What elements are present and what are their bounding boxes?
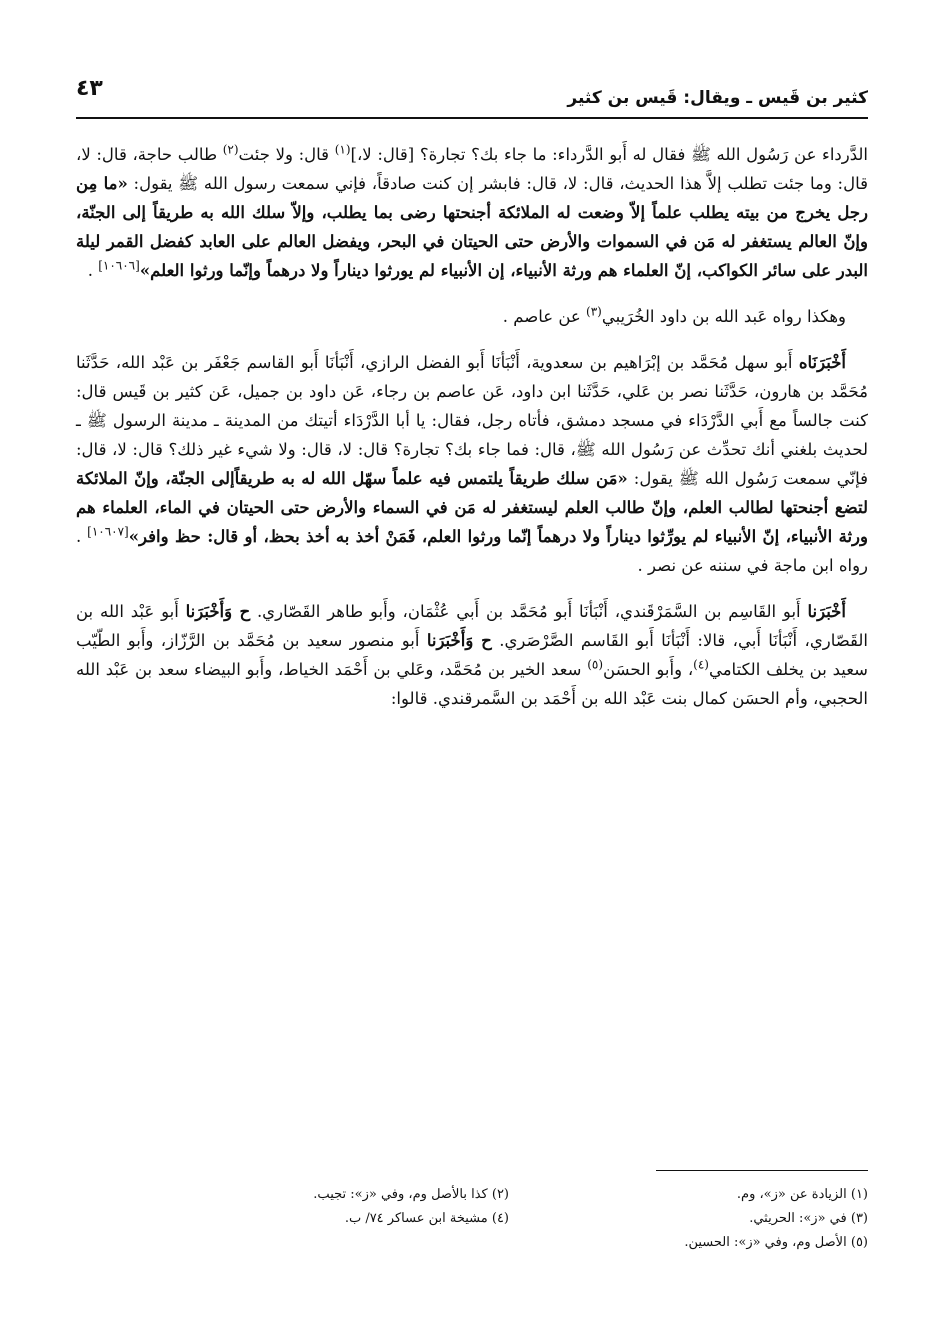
footnote-number: (٥) xyxy=(850,1235,868,1250)
footnote-5 xyxy=(488,1231,868,1255)
text-run: فابشر إن كنت صادقاً، فإني سمعت رسول الله ﷺ يقول: xyxy=(127,174,521,193)
hawala-keyword: ح وَأَخْبَرَنا xyxy=(185,602,251,621)
footnote-row xyxy=(150,1183,868,1207)
paragraph-1 xyxy=(76,140,868,285)
footnote-3 xyxy=(509,1207,868,1231)
footnote-text: في «ز»: الحريثي. xyxy=(749,1211,847,1226)
text-run: . رواه ابن ماجة في سننه عن نصر . xyxy=(76,527,868,575)
isnad-text: أَبو عَبْد الله بن القَصّاري، أَنْبَأنَا أَبي، قالا: أَنْبَأنَا أَبو القَاسم الصَّرْصَري. xyxy=(76,602,868,650)
footnote-text: كذا بالأصل وم، وفي «ز»: تجيب. xyxy=(313,1187,488,1202)
hadith-text-2: «مَن سلك طريقاً يلتمس فيه علماً سهّل الله له به طريقاًإلى الجنّة، وإنّ الملائكة لتضع أجنحتها لطالب العلم، وإنّ طالب العلم ليستغفر له مَن في السماء والأرض حتى الحيتان في الماء، العلماء هم ورثة الأنبياء، إنّ الأنبياء لم يورِّثوا ديناراً ولا درهماً إنّما ورثوا العلم، فَمَنْ أخذ به أخذ بحظ، أو قال: حظ وافر» xyxy=(76,469,868,546)
footnote-text: الزيادة عن «ز»، وم. xyxy=(736,1187,847,1202)
paragraph-2 xyxy=(76,302,868,331)
text-run: عن عاصم . xyxy=(502,307,586,326)
paragraph-4 xyxy=(76,597,868,713)
text-run: الدَّرداء عن رَسُول الله ﷺ فقال له أَبو الدَّرداء: ما جاء بك؟ تجارة؟ [قال: لا،] xyxy=(350,145,868,164)
text-run: قال: ولا xyxy=(275,145,335,164)
footnote-number: (٣) xyxy=(850,1211,868,1226)
footnote-1 xyxy=(509,1183,868,1207)
running-head: كثير بن قَيس ـ ويقال: قَيس بن كثير xyxy=(567,88,868,108)
footnote-number: (٢) xyxy=(491,1187,509,1202)
footnote-ref-2: (٢) xyxy=(222,142,239,157)
page-header xyxy=(76,70,868,114)
footnote-text: الأصل وم، وفي «ز»: الحسين. xyxy=(684,1235,847,1250)
footnote-text: مشيخة ابن عساكر ٧٤/ ب. xyxy=(344,1211,488,1226)
footnote-2 xyxy=(150,1183,509,1207)
footnote-number: (١) xyxy=(850,1187,868,1202)
isnad-text: ، وأَبو الحسَن xyxy=(603,660,694,679)
footnotes xyxy=(150,1183,868,1255)
isnad-text: أَبو منصور سعيد بن مُحَمَّد بن الرَّزّاز، وأَبو الطّيّب سعيد بن يخلف الكتامي xyxy=(76,631,868,679)
hadith-number-1: [١٠٦٠٦] xyxy=(98,258,140,273)
footnote-row xyxy=(150,1231,868,1255)
page-number: ٤٣ xyxy=(76,76,103,101)
hawala-keyword: ح وَأَخْبَرَنا xyxy=(426,631,492,650)
footnote-separator xyxy=(656,1170,868,1171)
footnote-ref-1: (١) xyxy=(334,142,351,157)
text-run: . xyxy=(87,261,99,280)
footnote-ref-3: (٣) xyxy=(586,304,602,319)
hadith-number-2: [١٠٦٠٧] xyxy=(87,524,129,539)
isnad-text: أَبو القَاسِم بن السَّمَرْقَندي، أَنْبَأنَا أَبو مُحَمَّد بن أَبي عُثْمَان، وأَبو طاهر القَصّاري. xyxy=(250,602,808,621)
text-run: طالب حاجة، قال: لا، قال: وما جئت تطلب إلاَّ هذا الحديث، قال: لا، قال: xyxy=(76,145,868,193)
footnote-ref-4: (٤) xyxy=(693,657,709,672)
footnote-ref-5: (٥) xyxy=(587,657,604,672)
footnote-row xyxy=(150,1207,868,1231)
footnote-4 xyxy=(150,1207,509,1231)
isnad-text: سعد الخير بن مُحَمَّد، وعَلي بن أَحْمَد الخياط، وأَبو البيضاء سعد بن عَبْد الله الحجبي، وأم الحسَن كمال بنت عَبْد الله بن أَحْمَد بن السَّمرقندي. قالوا: xyxy=(76,660,868,708)
akhbarana-keyword: أَخْبَرَنا xyxy=(807,602,846,621)
text-run: جئت xyxy=(238,145,270,164)
text-run: وهكذا رواه عَبد الله بن داود الخُرَيبي xyxy=(601,307,846,326)
paragraph-3 xyxy=(76,348,868,580)
isnad-text: أَبو سهل مُحَمَّد بن إبْرَاهيم بن سعدوية، أَنْبَأنَا أَبو الفضل الرازي، أَنْبَأنَا أَبو القاسم جَعْفَر بن عَبْد الله، حَدَّثَنا مُحَمَّد بن هارون، حَدَّثَنا نصر بن عَلي، حَدَّثَنا ابن داود، عَن عاصم بن رجاء، عَن داود بن جميل، عَن كثير بن قَيس قال: كنت جالساً مع أَبي الدَّرْدَاء في مسجد دمشق، فأتاه رجل، فقال: يا أبا الدَّرْدَاء أتيتك من المدينة ـ مدينة الرسول ﷺ ـ لحديث بلغني أنك تحدِّث عن رَسُول الله ﷺ، قال: فما جاء بك؟ تجارة؟ قال: لا، قال: ولا شيء غير ذلك؟ قال: لا، قال: فإنّي سمعت رَسُول الله ﷺ يقول: xyxy=(76,353,868,488)
akhbarana-keyword: أَخْبَرَنَاه xyxy=(798,353,846,372)
header-rule xyxy=(76,117,868,119)
hadith-text-1: «ما مِن رجل يخرج من بيته يطلب علماً إلاّ وضعت له الملائكة أجنحتها رضى بما يطلب، وإلاّ سلك الله به طريقاً إلى الجنّة، وإنّ العالم يستغفر له مَن في السموات والأرض حتى الحيتان في البحر، ويفضل العالم على العابد كفضل القمر ليلة البدر على سائر الكواكب، إنّ العلماء هم ورثة الأنبياء، إن الأنبياء لم يورثوا ديناراً ولا درهماً وإنّما ورثوا العلم» xyxy=(76,174,868,280)
main-text xyxy=(76,140,868,713)
footnote-number: (٤) xyxy=(491,1211,509,1226)
